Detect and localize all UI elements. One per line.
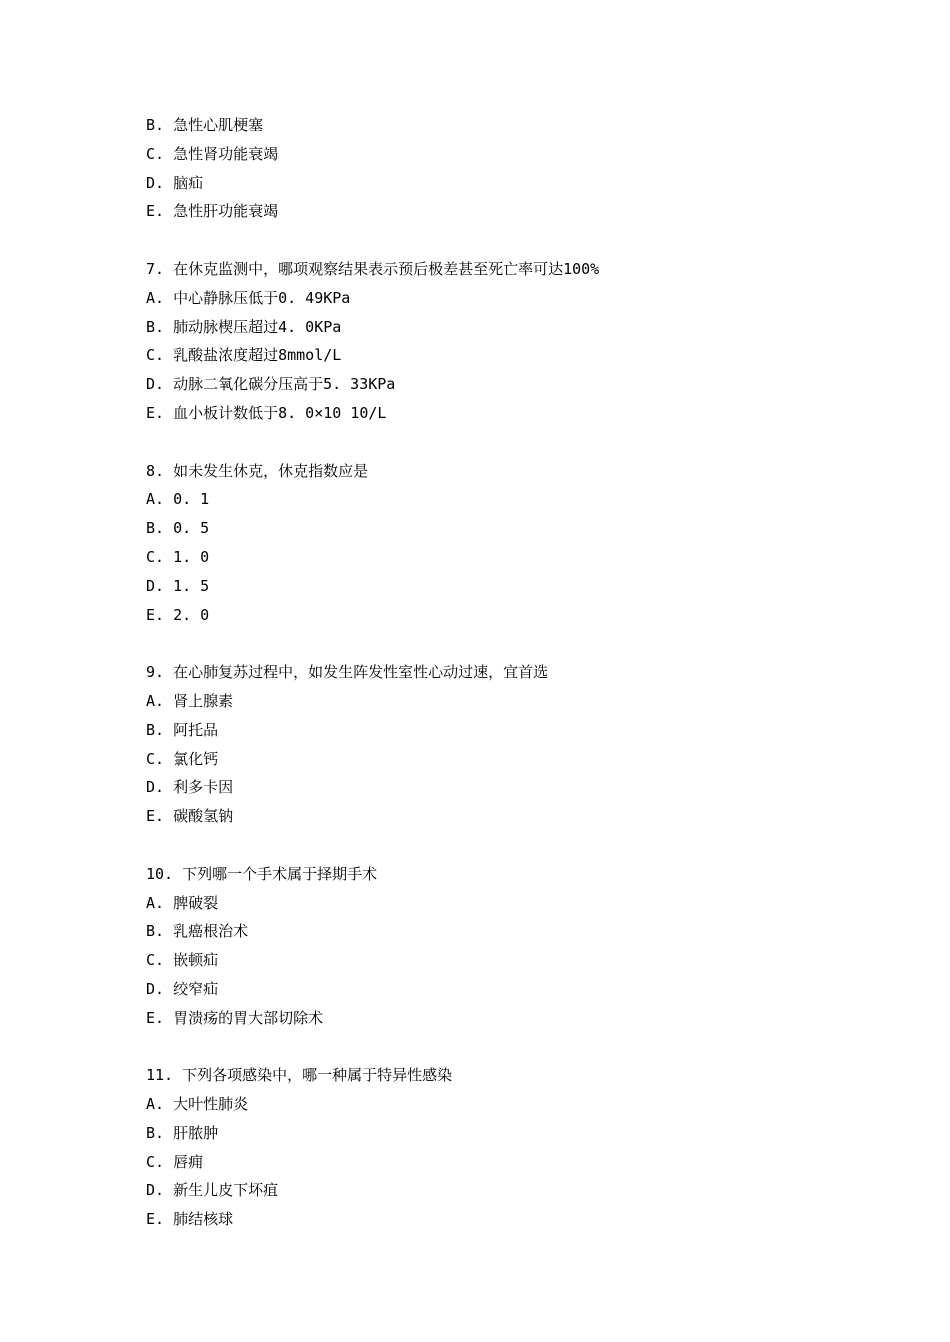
option-line: E. 血小板计数低于8. 0×10 10/L	[146, 403, 387, 422]
option-line: A. 脾破裂	[146, 893, 219, 912]
option-line: D. 1. 5	[146, 576, 210, 595]
option-line: E. 2. 0	[146, 605, 210, 624]
option-line: A. 中心静脉压低于0. 49KPa	[146, 288, 351, 307]
option-line: C. 急性肾功能衰竭	[146, 144, 279, 163]
option-line: C. 乳酸盐浓度超过8mmol/L	[146, 346, 342, 365]
question-9	[146, 658, 906, 831]
option-line: A. 大叶性肺炎	[146, 1095, 249, 1114]
question-8	[146, 457, 906, 630]
question-title: 7. 在休克监测中，哪项观察结果表示预后极差甚至死亡率可达100%	[146, 259, 600, 278]
option-line: B. 阿托品	[146, 720, 219, 739]
question-title: 11. 下列各项感染中，哪一种属于特异性感染	[146, 1066, 453, 1085]
option-line: C. 1. 0	[146, 547, 210, 566]
option-line: E. 肺结核球	[146, 1210, 234, 1229]
document-page	[146, 111, 906, 1234]
question-10	[146, 860, 906, 1033]
option-line: D. 利多卡因	[146, 778, 234, 797]
question-7	[146, 255, 906, 428]
option-line: D. 脑疝	[146, 173, 204, 192]
option-line: E. 碳酸氢钠	[146, 807, 234, 826]
option-line: B. 乳癌根治术	[146, 922, 249, 941]
option-line: C. 氯化钙	[146, 749, 219, 768]
question-title: 8. 如未发生休克，休克指数应是	[146, 461, 369, 480]
option-line: C. 嵌顿疝	[146, 951, 219, 970]
option-line: E. 胃溃疡的胃大部切除术	[146, 1008, 324, 1027]
question-6-options-continued	[146, 111, 906, 226]
option-line: D. 绞窄疝	[146, 979, 219, 998]
option-line: D. 动脉二氧化碳分压高于5. 33KPa	[146, 375, 396, 394]
question-11	[146, 1061, 906, 1234]
option-line: A. 0. 1	[146, 490, 210, 509]
question-title: 9. 在心肺复苏过程中，如发生阵发性室性心动过速，宜首选	[146, 663, 549, 682]
option-line: B. 肺动脉楔压超过4. 0KPa	[146, 317, 342, 336]
option-line: A. 肾上腺素	[146, 691, 234, 710]
option-line: B. 肝脓肿	[146, 1123, 219, 1142]
option-line: E. 急性肝功能衰竭	[146, 202, 279, 221]
option-line: C. 唇痈	[146, 1152, 204, 1171]
question-title: 10. 下列哪一个手术属于择期手术	[146, 864, 378, 883]
option-line: D. 新生儿皮下坏疽	[146, 1181, 279, 1200]
option-line: B. 急性心肌梗塞	[146, 116, 264, 134]
option-line: B. 0. 5	[146, 519, 210, 538]
